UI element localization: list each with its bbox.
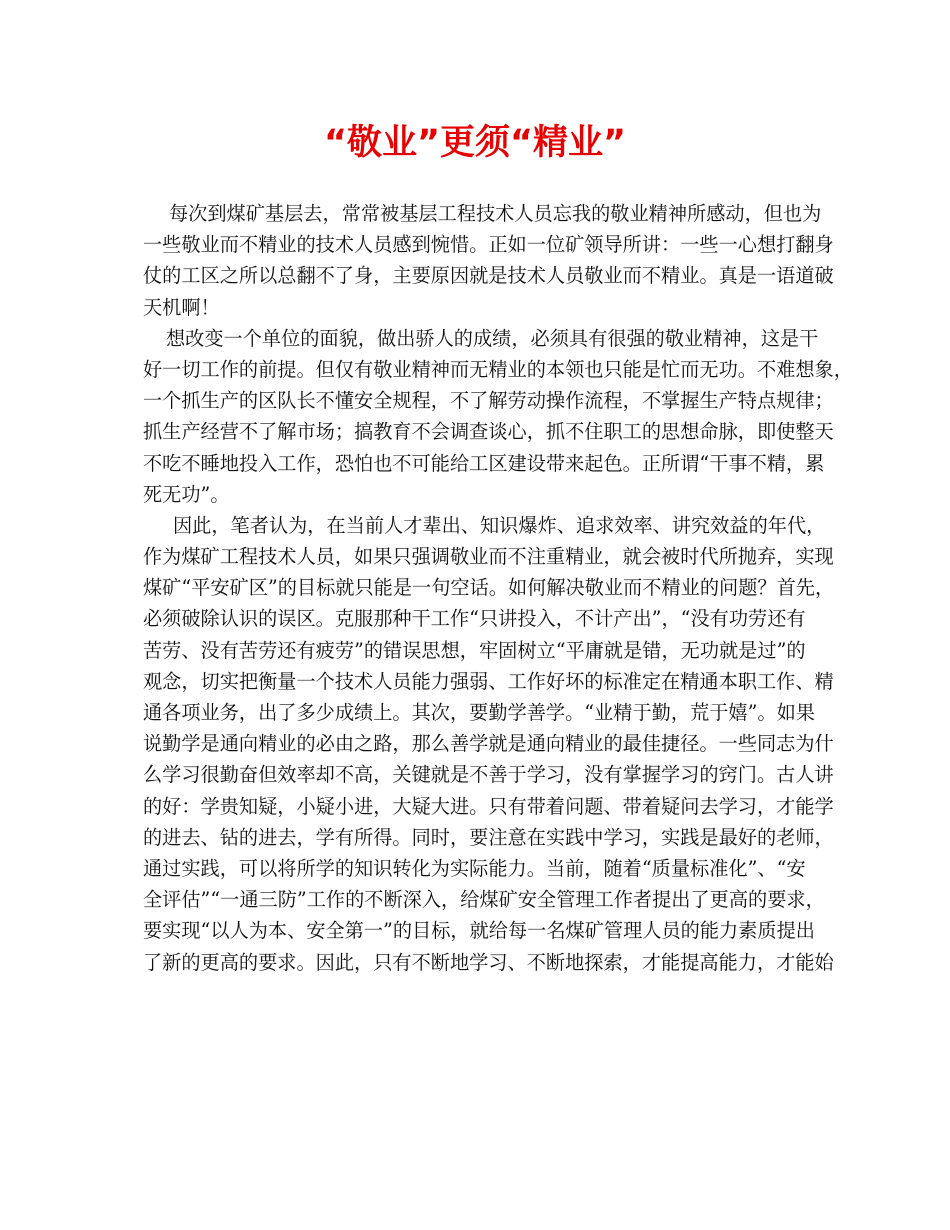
- text-line: 么学习很勤奋但效率却不高，关键就是不善于学习，没有掌握学习的窍门。古人讲: [143, 763, 834, 787]
- text-line: 死无功”。: [143, 482, 230, 506]
- text-line: 作为煤矿工程技术人员，如果只强调敬业而不注重精业，就会被时代所抛弃，实现: [143, 545, 834, 569]
- text-line: 抓生产经营不了解市场；搞教育不会调查谈心，抓不住职工的思想命脉，即使整天: [143, 420, 834, 444]
- text-line: 煤矿“平安矿区”的目标就只能是一句空话。如何解决敬业而不精业的问题？首先，: [143, 576, 835, 600]
- document-title: “敬业”更须“精业”: [323, 123, 626, 163]
- text-line: 一些敬业而不精业的技术人员感到惋惜。正如一位矿领导所讲：一些一心想打翻身: [143, 233, 834, 257]
- text-line: 了新的更高的要求。因此，只有不断地学习、不断地探索，才能提高能力，才能始: [143, 950, 834, 974]
- paragraph-3: [143, 510, 835, 978]
- text-line: 不吃不睡地投入工作，恐怕也不可能给工区建设带来起色。正所谓“干事不精，累: [143, 451, 825, 475]
- text-line: 通各项业务，出了多少成绩上。其次，要勤学善学。“业精于勤，荒于嬉”。如果: [143, 701, 815, 724]
- text-line: 说勤学是通向精业的必由之路，那么善学就是通向精业的最佳捷径。一些同志为什: [143, 732, 834, 756]
- text-line: 天机啊！: [143, 295, 220, 319]
- text-line: 的进去、钻的进去，学有所得。同时，要注意在实践中学习，实践是最好的老师，: [143, 825, 834, 849]
- paragraph-1: [143, 198, 834, 323]
- text-line: 想改变一个单位的面貌，做出骄人的成绩，必须具有很强的敬业精神，这是干: [166, 326, 819, 350]
- text-line: 一个抓生产的区队长不懂安全规程，不了解劳动操作流程，不掌握生产特点规律；: [143, 389, 834, 413]
- text-line: 每次到煤矿基层去，常常被基层工程技术人员忘我的敬业精神所感动，但也为: [169, 202, 822, 225]
- text-line: 通过实践，可以将所学的知识转化为实际能力。当前，随着“质量标准化”、“安: [143, 856, 806, 880]
- paragraph-2: [143, 323, 853, 510]
- text-line: 的好：学贵知疑，小疑小进，大疑大进。只有带着问题、带着疑问去学习，才能学: [143, 794, 834, 818]
- text-line: 观念，切实把衡量一个技术人员能力强弱、工作好坏的标准定在精通本职工作、精: [143, 669, 834, 693]
- text-line: 全评估”“一通三防”工作的不断深入，给煤矿安全管理工作者提出了更高的要求，: [143, 888, 825, 912]
- text-line: 好一切工作的前提。但仅有敬业精神而无精业的本领也只能是忙而无功。不难想象，: [143, 357, 853, 381]
- text-line: 仗的工区之所以总翻不了身，主要原因就是技术人员敬业而不精业。真是一语道破: [143, 264, 834, 288]
- text-line: 要实现“以人为本、安全第一”的目标，就给每一名煤矿管理人员的能力素质提出: [143, 919, 815, 943]
- document-body: [143, 198, 853, 978]
- text-line: 苦劳、没有苦劳还有疲劳”的错误思想，牢固树立“平庸就是错，无功就是过”的: [143, 638, 806, 662]
- text-line: 必须破除认识的误区。克服那种干工作“只讲投入，不计产出”，“没有功劳还有: [143, 607, 806, 631]
- text-line: 因此，笔者认为，在当前人才辈出、知识爆炸、追求效率、讲究效益的年代，: [173, 513, 826, 537]
